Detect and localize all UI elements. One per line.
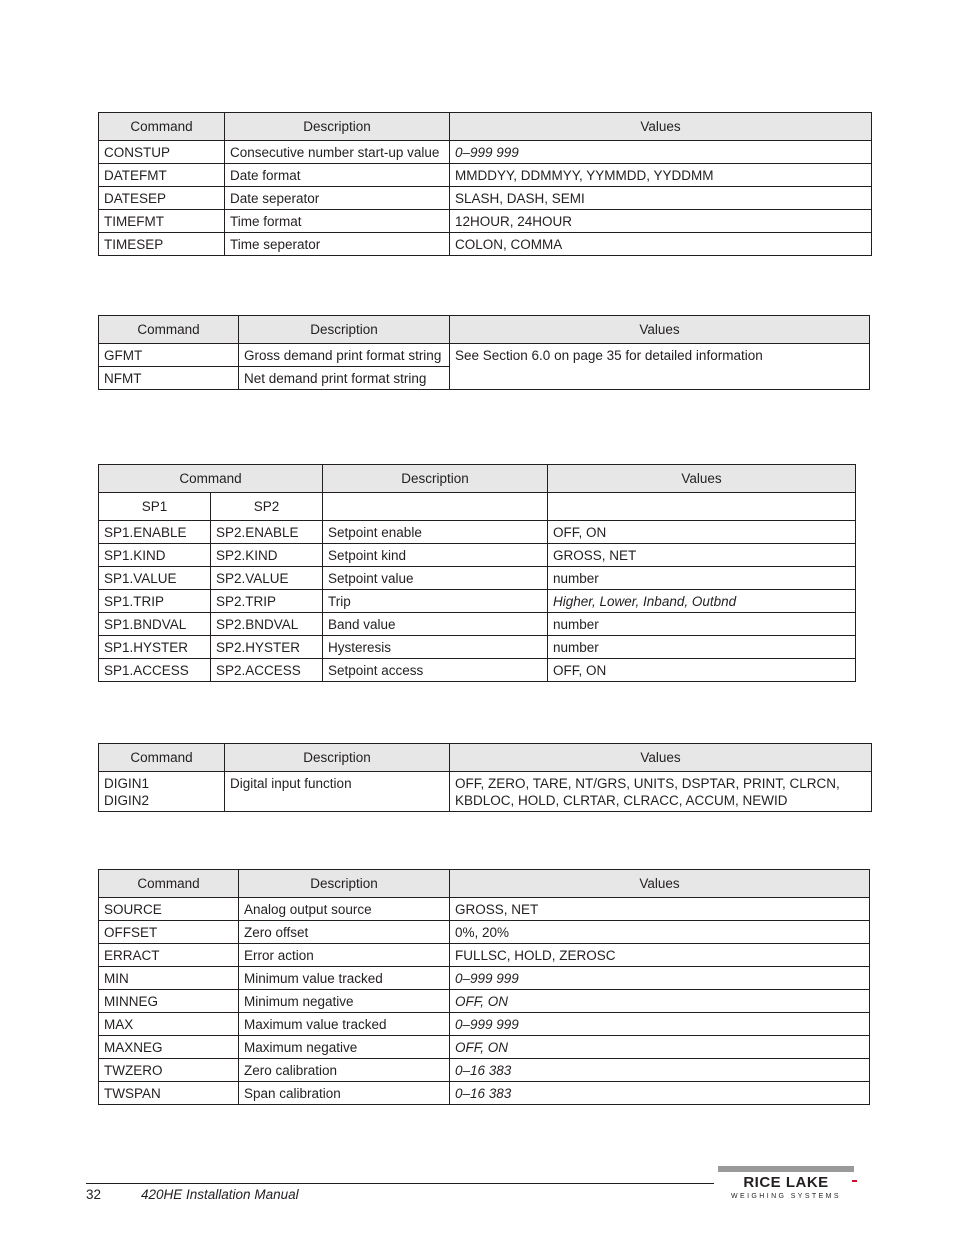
sp1-command-cell: SP1.KIND (99, 544, 211, 567)
values-cell: 0–999 999 (450, 1013, 870, 1036)
table-row (99, 613, 856, 636)
sp1-command-cell: SP1.VALUE (99, 567, 211, 590)
command-cell: MINNEG (99, 990, 239, 1013)
description-cell: Analog output source (239, 898, 450, 921)
sp2-command-cell: SP2.ENABLE (211, 521, 323, 544)
description-cell: Digital input function (225, 772, 450, 812)
command-line: DIGIN2 (104, 793, 150, 808)
page-number: 32 (86, 1187, 102, 1202)
table-row (99, 898, 870, 921)
values-cell: Higher, Lower, Inband, Outbnd (548, 590, 856, 613)
description-cell: Consecutive number start-up value (225, 141, 450, 164)
subheader-blank (548, 493, 856, 521)
command-cell: DATEFMT (99, 164, 225, 187)
table-subheader-row (99, 493, 856, 521)
sp2-command-cell: SP2.ACCESS (211, 659, 323, 682)
table-row (99, 1082, 870, 1105)
description-cell: Hysteresis (323, 636, 548, 659)
sp2-command-cell: SP2.HYSTER (211, 636, 323, 659)
logo-accent (852, 1180, 857, 1182)
sp2-command-cell: SP2.VALUE (211, 567, 323, 590)
analog-output-command-table (98, 869, 870, 1105)
values-cell: FULLSC, HOLD, ZEROSC (450, 944, 870, 967)
description-cell: Date format (225, 164, 450, 187)
logo-wordmark: RICE LAKE (743, 1174, 829, 1191)
description-cell: Minimum negative (239, 990, 450, 1013)
command-cell: TWZERO (99, 1059, 239, 1082)
rice-lake-logo (714, 1166, 860, 1200)
values-cell: number (548, 636, 856, 659)
values-cell: GROSS, NET (548, 544, 856, 567)
values-cell: 0%, 20% (450, 921, 870, 944)
values-cell: 0–999 999 (450, 141, 872, 164)
description-cell: Zero calibration (239, 1059, 450, 1082)
table-header-row (99, 744, 872, 772)
table-header-row (99, 316, 870, 344)
table-row (99, 772, 872, 812)
table-row (99, 210, 872, 233)
table-row (99, 659, 856, 682)
command-cell: TWSPAN (99, 1082, 239, 1105)
command-cell: NFMT (99, 367, 239, 390)
values-cell: 0–999 999 (450, 967, 870, 990)
description-cell: Setpoint kind (323, 544, 548, 567)
description-cell: Date seperator (225, 187, 450, 210)
sp2-command-cell: SP2.TRIP (211, 590, 323, 613)
sp2-command-cell: SP2.BNDVAL (211, 613, 323, 636)
setpoint-command-table (98, 464, 856, 682)
table-row (99, 967, 870, 990)
table-row (99, 990, 870, 1013)
command-line: DIGIN1 (104, 776, 150, 791)
table-row (99, 944, 870, 967)
description-cell: Zero offset (239, 921, 450, 944)
description-cell: Span calibration (239, 1082, 450, 1105)
description-cell: Setpoint access (323, 659, 548, 682)
table-row (99, 233, 872, 256)
command-cell (99, 772, 225, 812)
header-command: Command (99, 316, 239, 344)
command-cell: MIN (99, 967, 239, 990)
digital-input-command-table (98, 743, 872, 812)
table-row (99, 1013, 870, 1036)
header-command: Command (99, 744, 225, 772)
values-cell: See Section 6.0 on page 35 for detailed information (450, 344, 870, 390)
command-cell: TIMEFMT (99, 210, 225, 233)
description-cell: Band value (323, 613, 548, 636)
table-row (99, 636, 856, 659)
header-values: Values (450, 870, 870, 898)
values-cell: number (548, 613, 856, 636)
header-command: Command (99, 870, 239, 898)
table-row (99, 590, 856, 613)
table-row (99, 1036, 870, 1059)
values-cell: GROSS, NET (450, 898, 870, 921)
values-cell: OFF, ON (548, 659, 856, 682)
values-cell: OFF, ON (450, 990, 870, 1013)
description-cell: Trip (323, 590, 548, 613)
description-cell: Setpoint enable (323, 521, 548, 544)
manual-title: 420HE Installation Manual (141, 1187, 299, 1202)
header-values: Values (450, 744, 872, 772)
description-cell: Net demand print format string (239, 367, 450, 390)
table-row (99, 164, 872, 187)
table-header-row (99, 465, 856, 493)
description-cell: Gross demand print format string (239, 344, 450, 367)
sp1-command-cell: SP1.BNDVAL (99, 613, 211, 636)
command-cell: GFMT (99, 344, 239, 367)
values-cell: MMDDYY, DDMMYY, YYMMDD, YYDDMM (450, 164, 872, 187)
table-row (99, 141, 872, 164)
print-format-command-table (98, 315, 870, 390)
sp1-command-cell: SP1.ENABLE (99, 521, 211, 544)
values-cell (450, 772, 872, 812)
header-description: Description (239, 870, 450, 898)
table-header-row (99, 870, 870, 898)
command-cell: DATESEP (99, 187, 225, 210)
table-row (99, 187, 872, 210)
table-row (99, 1059, 870, 1082)
command-cell: OFFSET (99, 921, 239, 944)
values-cell: number (548, 567, 856, 590)
command-cell: CONSTUP (99, 141, 225, 164)
values-cell: SLASH, DASH, SEMI (450, 187, 872, 210)
values-cell: COLON, COMMA (450, 233, 872, 256)
values-cell: OFF, ON (450, 1036, 870, 1059)
command-cell: MAX (99, 1013, 239, 1036)
table-header-row (99, 113, 872, 141)
values-cell: 0–16 383 (450, 1082, 870, 1105)
command-cell: SOURCE (99, 898, 239, 921)
subheader-blank (323, 493, 548, 521)
command-cell: TIMESEP (99, 233, 225, 256)
subheader-sp2: SP2 (211, 493, 323, 521)
description-cell: Maximum value tracked (239, 1013, 450, 1036)
sp1-command-cell: SP1.HYSTER (99, 636, 211, 659)
header-description: Description (239, 316, 450, 344)
description-cell: Setpoint value (323, 567, 548, 590)
table-row (99, 521, 856, 544)
subheader-sp1: SP1 (99, 493, 211, 521)
header-description: Description (323, 465, 548, 493)
description-cell: Maximum negative (239, 1036, 450, 1059)
values-cell: 12HOUR, 24HOUR (450, 210, 872, 233)
table-row (99, 567, 856, 590)
header-command: Command (99, 465, 323, 493)
sp1-command-cell: SP1.TRIP (99, 590, 211, 613)
header-command: Command (99, 113, 225, 141)
serial-date-time-command-table (98, 112, 872, 256)
sp1-command-cell: SP1.ACCESS (99, 659, 211, 682)
table-row (99, 921, 870, 944)
logo-top-bar (718, 1166, 854, 1172)
header-description: Description (225, 113, 450, 141)
values-cell: OFF, ON (548, 521, 856, 544)
description-cell: Error action (239, 944, 450, 967)
command-cell: ERRACT (99, 944, 239, 967)
sp2-command-cell: SP2.KIND (211, 544, 323, 567)
header-values: Values (548, 465, 856, 493)
table-row (99, 344, 870, 367)
header-description: Description (225, 744, 450, 772)
values-line: KBDLOC, HOLD, CLRTAR, CLRACC, ACCUM, NEWID (455, 793, 788, 808)
logo-subtext: WEIGHING SYSTEMS (731, 1193, 841, 1200)
values-cell: 0–16 383 (450, 1059, 870, 1082)
description-cell: Minimum value tracked (239, 967, 450, 990)
table-row (99, 544, 856, 567)
header-values: Values (450, 113, 872, 141)
description-cell: Time format (225, 210, 450, 233)
description-cell: Time seperator (225, 233, 450, 256)
command-cell: MAXNEG (99, 1036, 239, 1059)
values-line: OFF, ZERO, TARE, NT/GRS, UNITS, DSPTAR, PRINT, CLRCN, (455, 776, 840, 791)
header-values: Values (450, 316, 870, 344)
